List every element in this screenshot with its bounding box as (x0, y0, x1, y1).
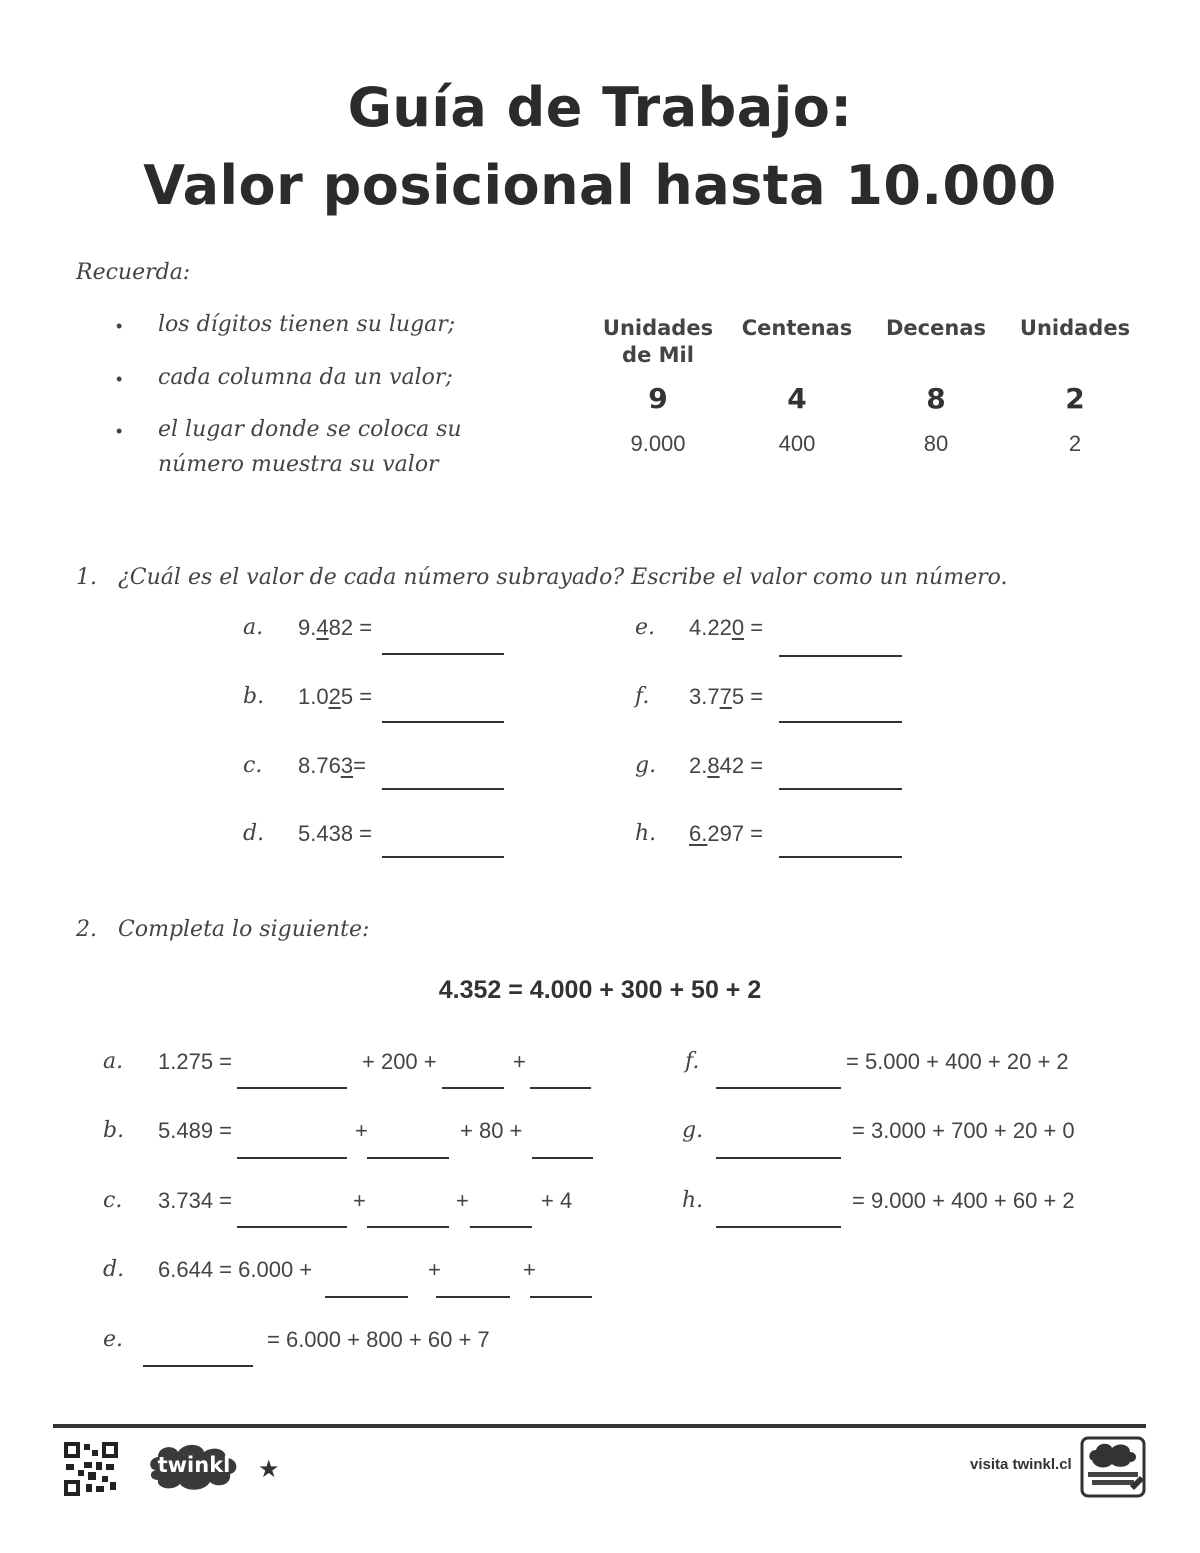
table-digit: 9 (648, 382, 668, 415)
q2-text: = 6.000 + 800 + 60 + 7 (267, 1327, 490, 1352)
twinkl-logo-text: twinkl (157, 1453, 231, 1477)
q1-letter: f. (635, 684, 650, 709)
remember-heading: Recuerda: (76, 260, 191, 285)
q2-letter: b. (103, 1118, 125, 1143)
answer-line[interactable] (530, 1296, 592, 1298)
answer-line[interactable] (779, 721, 902, 723)
q2-letter: h. (682, 1188, 704, 1213)
q2-text: + (355, 1118, 368, 1143)
answer-line[interactable] (442, 1087, 504, 1089)
q1-letter: e. (635, 615, 656, 640)
footer-site[interactable]: visita twinkl.cl (970, 1456, 1072, 1473)
q2-text: = 3.000 + 700 + 20 + 0 (852, 1118, 1075, 1143)
star-icon: ★ (258, 1456, 280, 1483)
answer-line[interactable] (382, 788, 504, 790)
quality-badge (1080, 1436, 1148, 1500)
q2-text: + (456, 1188, 469, 1213)
answer-line[interactable] (436, 1296, 510, 1298)
q2-text: + (513, 1049, 526, 1074)
answer-line[interactable] (716, 1087, 841, 1089)
q2-text: + 80 + (460, 1118, 523, 1143)
table-header-hundreds: Centenas (741, 316, 853, 340)
page-title: Guía de Trabajo: (347, 76, 853, 139)
q1-letter: a. (243, 615, 264, 640)
q2-text: 6.644 = 6.000 + (158, 1257, 313, 1282)
answer-line[interactable] (382, 856, 504, 858)
remember-bullet-2: cada columna da un valor; (158, 365, 453, 390)
table-header-units: Unidades (1019, 316, 1131, 340)
q1-item-c: 8.763= (298, 753, 366, 778)
q1-item-a: 9.482 = (298, 615, 373, 640)
q2-prompt: Completa lo siguiente: (118, 917, 370, 942)
q1-letter: c. (243, 753, 263, 778)
q1-letter: d. (243, 821, 265, 846)
table-value: 80 (923, 431, 949, 456)
remember-bullet-1: los dígitos tienen su lugar; (158, 312, 456, 337)
q2-text: = 5.000 + 400 + 20 + 2 (846, 1049, 1069, 1074)
twinkl-logo[interactable] (146, 1440, 242, 1496)
answer-line[interactable] (382, 721, 504, 723)
answer-line[interactable] (532, 1157, 593, 1159)
q2-letter: d. (103, 1257, 125, 1282)
q1-letter: h. (635, 821, 657, 846)
bullet-dot: • (116, 421, 123, 441)
q2-letter: g. (682, 1118, 704, 1143)
answer-line[interactable] (779, 655, 902, 657)
remember-bullet-3-cont: número muestra su valor (158, 452, 439, 477)
answer-line[interactable] (470, 1226, 532, 1228)
answer-line[interactable] (367, 1226, 449, 1228)
q2-text: + (428, 1257, 441, 1282)
answer-line[interactable] (143, 1365, 253, 1367)
bullet-dot: • (116, 316, 123, 336)
q1-prompt: ¿Cuál es el valor de cada número subrayado? Escribe el valor como un número. (118, 565, 1008, 590)
answer-line[interactable] (382, 653, 504, 655)
q1-item-f: 3.775 = (689, 684, 764, 709)
answer-line[interactable] (237, 1157, 347, 1159)
table-digit: 4 (787, 382, 807, 415)
q1-item-h: 6.297 = (689, 821, 764, 846)
q2-text: + (353, 1188, 366, 1213)
q1-item-g: 2.842 = (689, 753, 764, 778)
q1-letter: g. (635, 753, 657, 778)
table-digit: 8 (926, 382, 946, 415)
q2-example: 4.352 = 4.000 + 300 + 50 + 2 (438, 976, 762, 1004)
answer-line[interactable] (237, 1226, 347, 1228)
q1-number: 1. (76, 565, 97, 590)
page-subtitle: Valor posicional hasta 10.000 (143, 154, 1057, 217)
q1-item-e: 4.220 = (689, 615, 764, 640)
q2-text: 5.489 = (158, 1118, 233, 1143)
remember-bullet-3: el lugar donde se coloca su (158, 417, 462, 442)
q1-letter: b. (243, 684, 265, 709)
q2-number: 2. (76, 917, 97, 942)
table-value: 2 (1068, 431, 1082, 456)
q2-text: 1.275 = (158, 1049, 233, 1074)
answer-line[interactable] (367, 1157, 449, 1159)
table-header-thousands: Unidades de Mil (602, 316, 714, 367)
q1-item-b: 1.025 = (298, 684, 373, 709)
answer-line[interactable] (530, 1087, 591, 1089)
bullet-dot: • (116, 369, 123, 389)
q1-item-d: 5.438 = (298, 821, 373, 846)
q2-letter: f. (685, 1049, 700, 1074)
q2-letter: c. (103, 1188, 123, 1213)
q2-text: + 200 + (362, 1049, 437, 1074)
footer-divider (53, 1424, 1146, 1428)
table-value: 9.000 (630, 431, 686, 456)
answer-line[interactable] (716, 1157, 841, 1159)
q2-text: + (523, 1257, 536, 1282)
answer-line[interactable] (237, 1087, 347, 1089)
q2-letter: e. (103, 1327, 124, 1352)
q2-text: = 9.000 + 400 + 60 + 2 (852, 1188, 1075, 1213)
q2-letter: a. (103, 1049, 124, 1074)
table-value: 400 (778, 431, 816, 456)
q2-text: + 4 (541, 1188, 573, 1213)
q2-text: 3.734 = (158, 1188, 233, 1213)
answer-line[interactable] (779, 788, 902, 790)
answer-line[interactable] (779, 856, 902, 858)
table-header-tens: Decenas (886, 316, 986, 340)
qr-code-icon (64, 1442, 118, 1496)
table-digit: 2 (1065, 382, 1085, 415)
answer-line[interactable] (716, 1226, 841, 1228)
answer-line[interactable] (325, 1296, 408, 1298)
